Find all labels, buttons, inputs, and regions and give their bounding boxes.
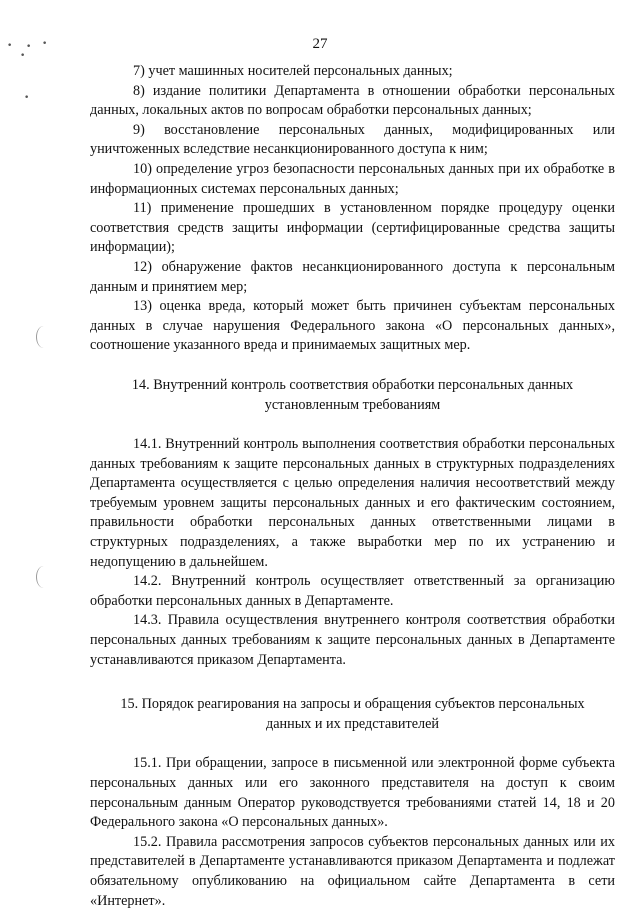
scan-mark: •: [26, 42, 32, 52]
scan-mark: •: [20, 51, 26, 61]
list-item: 10) определение угроз безопасности персональных данных при их обработке в информационных системах персональных данных;: [90, 160, 615, 197]
section-heading: 15. Порядок реагирования на запросы и обращения субъектов персональных данных и их представителей: [120, 696, 585, 732]
paragraph: 14.1. Внутренний контроль выполнения соответствия обработки персональных данных требованиям к защите персональных данных в структурных подразделениях Департамента осуществляется с целью определения наличия несоответствий между требуемым уровнем защиты персональных данных и его фактическим состоянием, правильности обработки персональных данных ответственными лицами в структурных подразделениях, а также выработки мер по их устранению и недопущению в дальнейшем.: [90, 436, 615, 570]
list-item: 8) издание политики Департамента в отношении обработки персональных данных, локальных актов по вопросам обработки персональных данных;: [90, 82, 615, 119]
punch-hole-mark: [36, 326, 51, 348]
list-item: 11) применение прошедших в установленном порядке процедуру оценки соответствия средств защиты информации (сертифицированные средства защиты информации);: [90, 200, 615, 256]
paragraph: 14.3. Правила осуществления внутреннего контроля соответствия обработки персональных данных требованиям к защите персональных данных в Департаменте устанавливаются приказом Департамента.: [90, 612, 615, 668]
punch-hole-mark: [36, 566, 51, 588]
page-number: 27: [312, 36, 328, 52]
document-body: [90, 62, 615, 911]
paragraph: 15.2. Правила рассмотрения запросов субъектов персональных данных или их представителей в Департаменте устанавливаются приказом Департамента и подлежат обязательному опубликованию на официальном сайте Департамента в сети «Интернет».: [90, 833, 615, 909]
list-item: 13) оценка вреда, который может быть причинен субъектам персональных данных в случае нарушения Федерального закона «О персональных данных», соотношение указанного вреда и принимаемых защитных мер.: [90, 298, 615, 354]
paragraph: 15.1. При обращении, запросе в письменной или электронной форме субъекта персональных данных или его законного представителя на доступ к своим персональным данным Оператор руководствуется требованиями статей 14, 18 и 20 Федерального закона «О персональных данных».: [90, 755, 615, 831]
list-item: 12) обнаружение фактов несанкционированного доступа к персональным данным и принятием мер;: [90, 258, 615, 295]
section-heading: 14. Внутренний контроль соответствия обработки персональных данных установленным требованиям: [131, 376, 574, 413]
list-item: 7) учет машинных носителей персональных данных;: [133, 63, 453, 79]
scan-mark: •: [24, 93, 30, 103]
list-item: 9) восстановление персональных данных, модифицированных или уничтоженных вследствие несанкционированного доступа к ним;: [90, 121, 615, 158]
scan-mark: •: [42, 39, 48, 49]
paragraph: 14.2. Внутренний контроль осуществляет ответственный за организацию обработки персональных данных в Департаменте.: [90, 573, 615, 609]
scan-mark: •: [7, 41, 13, 51]
